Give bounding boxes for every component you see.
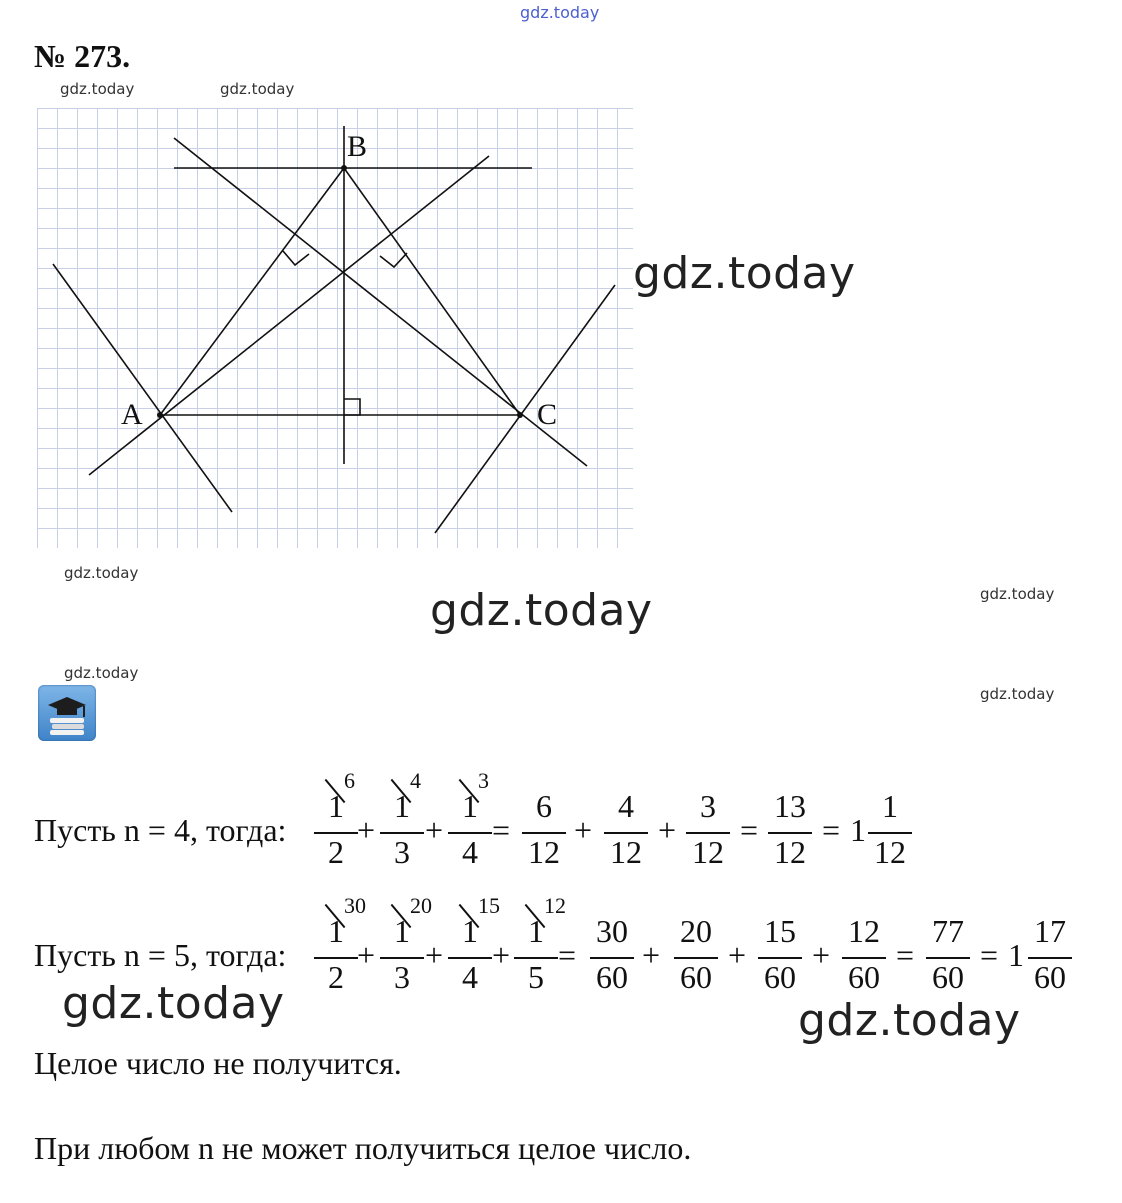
conclusion-text: При любом n не может получиться целое число. [34, 1130, 692, 1166]
multiplier: 3 [478, 768, 489, 793]
point-c [517, 412, 523, 418]
watermark: gdz.today [60, 80, 135, 98]
multiplier: 4 [410, 768, 421, 793]
multiplier: 30 [344, 893, 366, 918]
watermark-top: gdz.today [520, 3, 600, 22]
point-b [341, 165, 347, 171]
label-a: A [121, 398, 143, 431]
multiplier: 12 [544, 893, 566, 918]
watermark: gdz.today [430, 585, 653, 636]
watermark: gdz.today [980, 585, 1055, 603]
label-b: B [347, 130, 368, 163]
watermark: gdz.today [633, 248, 856, 299]
watermark: gdz.today [64, 664, 139, 682]
multiplier: 6 [344, 768, 355, 793]
conclusion-text: Целое число не получится. [34, 1045, 402, 1081]
whole-part: 1 [850, 812, 866, 848]
point-a [157, 412, 163, 418]
line-label: Пусть n = 4, тогда: [34, 812, 287, 848]
whole-part: 1 [1008, 937, 1024, 973]
watermark: gdz.today [220, 80, 295, 98]
watermark: gdz.today [798, 995, 1021, 1046]
watermark: gdz.today [980, 685, 1055, 703]
line-label: Пусть n = 5, тогда: [34, 937, 287, 973]
watermark: gdz.today [62, 978, 285, 1029]
label-c: C [537, 398, 558, 431]
problem-number: № 273. [34, 38, 131, 74]
triangle-figure [37, 108, 633, 548]
watermark: gdz.today [64, 564, 139, 582]
grid-paper [37, 108, 633, 548]
multiplier: 15 [478, 893, 500, 918]
multiplier: 20 [410, 893, 432, 918]
textbook-icon [38, 685, 96, 741]
